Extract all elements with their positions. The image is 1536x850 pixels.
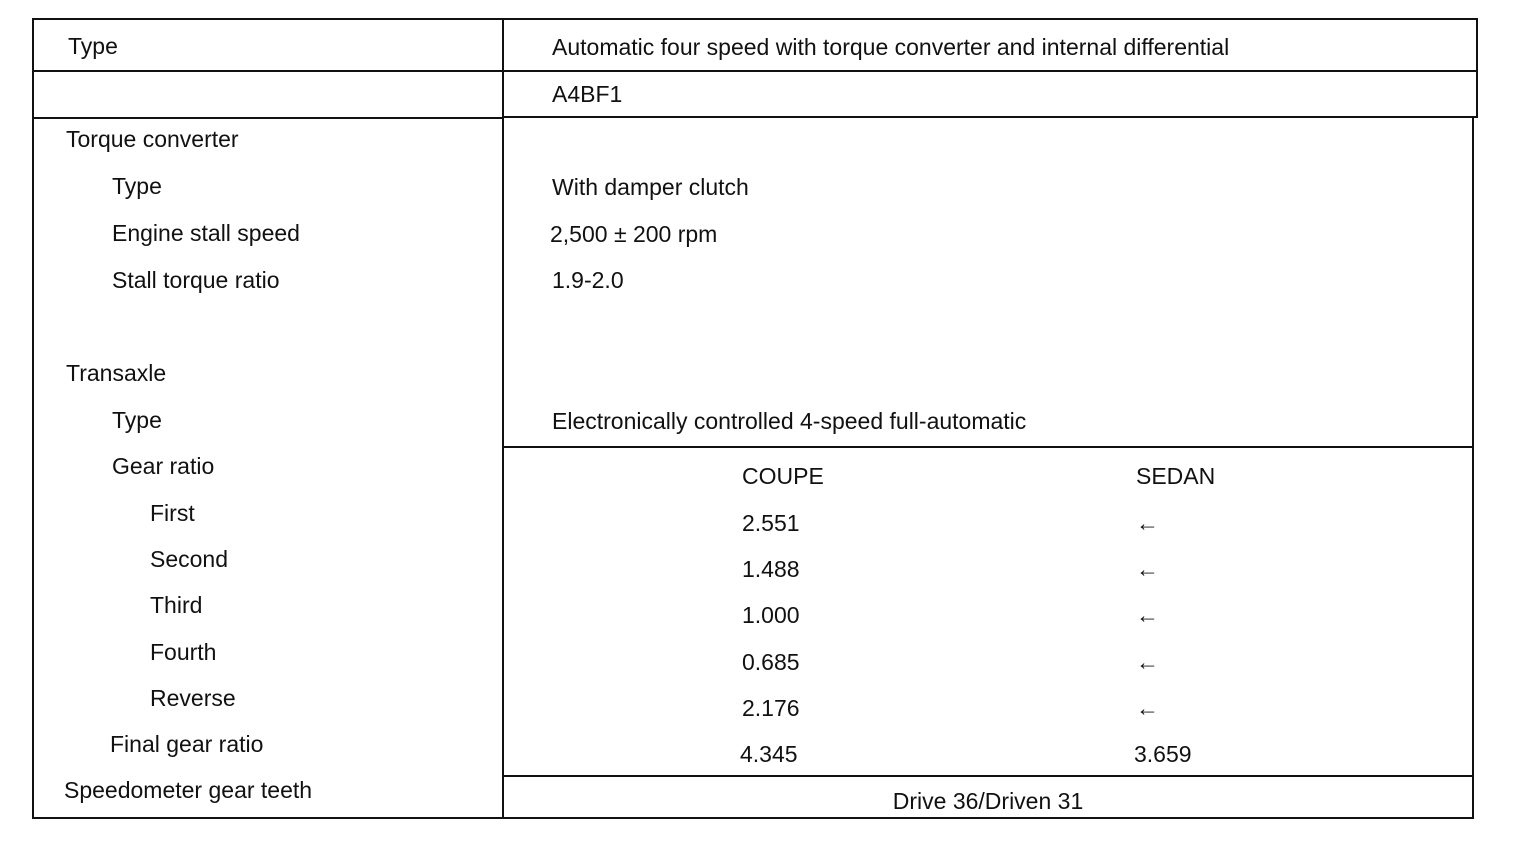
table-border-bottom — [32, 817, 1474, 819]
column-divider — [502, 18, 504, 819]
row-divider-3 — [502, 446, 1474, 448]
column-header-sedan: SEDAN — [1136, 463, 1216, 489]
gear-first-coupe: 2.551 — [742, 510, 800, 536]
row-divider-2-left — [32, 117, 502, 119]
table-border-right — [1476, 18, 1478, 118]
final-gear-label: Final gear ratio — [110, 731, 264, 757]
gear-reverse-sedan: ← — [1136, 695, 1159, 721]
stall-speed-value: 2,500 ± 200 rpm — [550, 221, 718, 247]
column-header-coupe: COUPE — [742, 463, 824, 489]
gear-fourth-label: Fourth — [150, 639, 217, 665]
type-value: Automatic four speed with torque converter and internal differential — [552, 34, 1230, 60]
table-border-top — [32, 18, 1478, 20]
gear-fourth-coupe: 0.685 — [742, 649, 800, 675]
row-divider-4 — [502, 775, 1474, 777]
row-divider-2 — [502, 116, 1478, 118]
speedometer-value: Drive 36/Driven 31 — [892, 788, 1084, 814]
row-divider-1 — [32, 70, 1478, 72]
gear-second-sedan: ← — [1136, 556, 1159, 582]
gear-reverse-label: Reverse — [150, 685, 236, 711]
stall-ratio-label: Stall torque ratio — [112, 267, 280, 293]
final-gear-coupe: 4.345 — [740, 741, 798, 767]
torque-converter-type-value: With damper clutch — [552, 174, 749, 200]
stall-speed-label: Engine stall speed — [112, 220, 300, 246]
gear-third-coupe: 1.000 — [742, 602, 800, 628]
torque-converter-label: Torque converter — [66, 126, 239, 152]
table-border-left — [32, 18, 34, 819]
table-border-right-lower — [1472, 118, 1474, 819]
model-value: A4BF1 — [552, 81, 623, 107]
gear-first-label: First — [150, 500, 195, 526]
gear-second-coupe: 1.488 — [742, 556, 800, 582]
gear-reverse-coupe: 2.176 — [742, 695, 800, 721]
transaxle-type-value: Electronically controlled 4-speed full-automatic — [552, 408, 1027, 434]
gear-second-label: Second — [150, 546, 229, 572]
spec-table — [32, 18, 1478, 819]
stall-ratio-value: 1.9-2.0 — [552, 267, 624, 293]
speedometer-label: Speedometer gear teeth — [64, 777, 313, 803]
final-gear-sedan: 3.659 — [1134, 741, 1192, 767]
transaxle-label: Transaxle — [66, 360, 167, 386]
type-label: Type — [68, 33, 118, 59]
gear-first-sedan: ← — [1136, 510, 1159, 536]
gear-third-label: Third — [150, 592, 203, 618]
gear-ratio-label: Gear ratio — [112, 453, 215, 479]
torque-converter-type-label: Type — [112, 173, 162, 199]
gear-third-sedan: ← — [1136, 602, 1159, 628]
gear-fourth-sedan: ← — [1136, 649, 1159, 675]
transaxle-type-label: Type — [112, 407, 162, 433]
